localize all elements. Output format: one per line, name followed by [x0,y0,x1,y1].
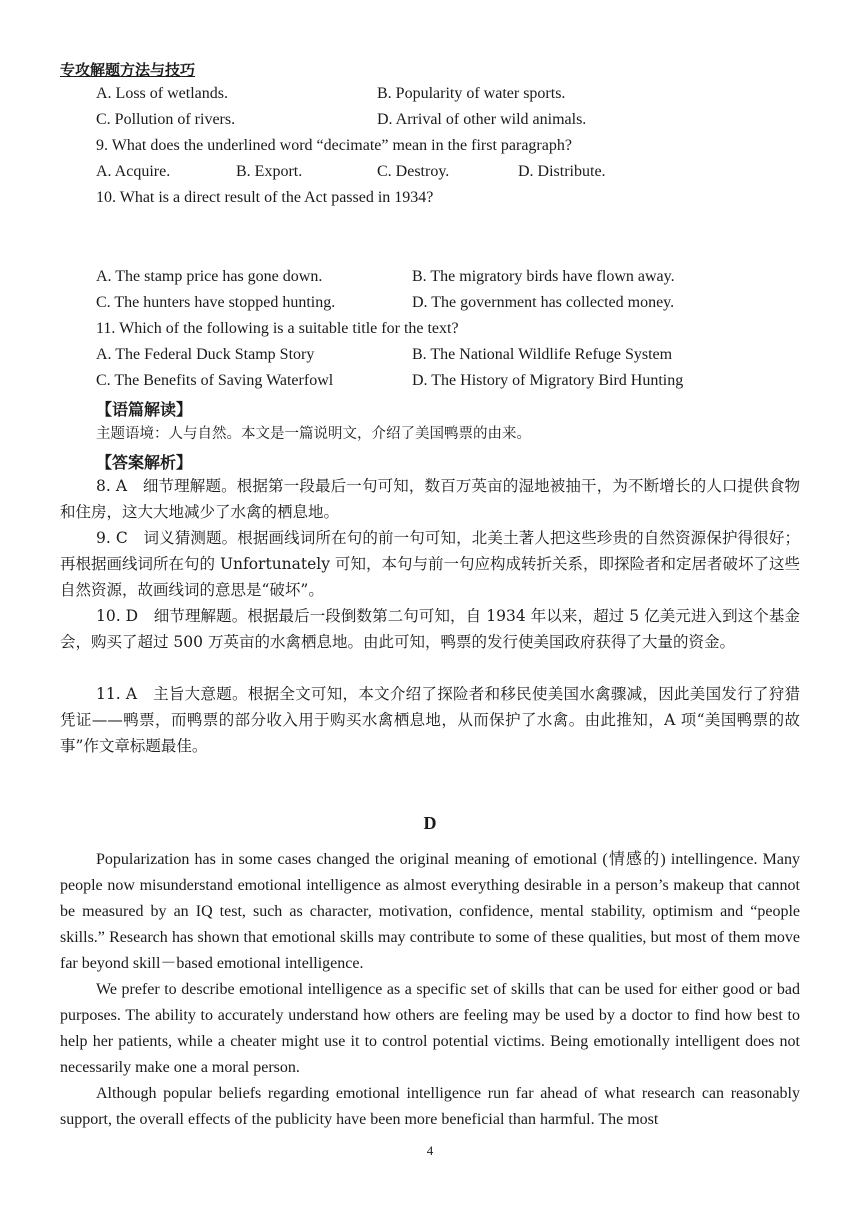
answer-11: 11. A 主旨大意题。根据全文可知，本文介绍了探险者和移民使美国水禽骤减，因此美国发行了狩猎凭证——鸭票，而鸭票的部分收入用于购买水禽栖息地，从而保护了水禽。由此推知，A 项“美国鸭票的故事”作文章标题最佳。 [60,685,800,755]
q10-stem: 10. What is a direct result of the Act passed in 1934? [96,189,434,206]
q10-option-a: A. The stamp price has gone down. [96,268,323,285]
q11-option-b: B. The National Wildlife Refuge System [412,346,673,363]
page-number: 4 [426,1143,434,1158]
passage-paragraph-1: Popularization has in some cases changed the original meaning of emotional (情感的) intellingence. Many people now misunderstand emotional intelligence as almost everything desirable in a person’s makeup that cannot be measured by an IQ test, such as character, motivation, confidence, mental stability, optimism and “people skills.” Research has shown that emotional skills may contribute to some of these qualities, but most of them move far beyond skill－based emotional intelligence. [60,851,800,972]
q9-option-b: B. Export. [236,163,303,180]
q8-option-b: B. Popularity of water sports. [377,85,566,102]
answer-8: 8. A 细节理解题。根据第一段最后一句可知，数百万英亩的湿地被抽干，为不断增长的人口提供食物和住房，这大大地减少了水禽的栖息地。 [60,477,800,521]
q9-stem: 9. What does the underlined word “decimate” mean in the first paragraph? [96,137,572,154]
q10-option-b: B. The migratory birds have flown away. [412,268,675,285]
q10-option-c: C. The hunters have stopped hunting. [96,294,336,311]
q11-option-d: D. The History of Migratory Bird Hunting [412,372,684,389]
q11-stem: 11. Which of the following is a suitable title for the text? [96,320,459,337]
q8-option-c: C. Pollution of rivers. [96,111,236,128]
q9-option-d: D. Distribute. [518,163,606,180]
reading-text: 主题语境：人与自然。本文是一篇说明文，介绍了美国鸭票的由来。 [96,426,531,442]
page-header: 专攻解题方法与技巧 [60,61,196,79]
q11-option-c: C. The Benefits of Saving Waterfowl [96,372,334,389]
reading-heading: 【语篇解读】 [96,400,193,419]
q10-option-d: D. The government has collected money. [412,294,675,311]
q8-option-d: D. Arrival of other wild animals. [377,111,587,128]
passage-paragraph-2: We prefer to describe emotional intelligence as a specific set of skills that can be used for either good or bad purposes. The ability to accurately understand how others are feeling may be used by a doctor to find how best to help her patients, while a cheater might use it to control potential victims. Being emotionally intelligent does not necessarily make one a moral person. [60,981,800,1076]
passage-paragraph-3: Although popular beliefs regarding emotional intelligence run far ahead of what research can reasonably support, the overall effects of the publicity have been more beneficial than harmful. The most [60,1085,800,1128]
answer-heading: 【答案解析】 [96,453,193,472]
answer-9: 9. C 词义猜测题。根据画线词所在句的前一句可知，北美土著人把这些珍贵的自然资源保护得很好；再根据画线词所在句的 Unfortunately 可知，本句与前一句应构成转折关系，即探险者和定居者破坏了这些自然资源，故画线词的意思是“破坏”。 [60,529,800,599]
q8-option-a: A. Loss of wetlands. [96,85,228,102]
section-title: D [423,813,437,833]
q9-option-a: A. Acquire. [96,163,171,180]
q11-option-a: A. The Federal Duck Stamp Story [96,346,315,363]
answer-10: 10. D 细节理解题。根据最后一段倒数第二句可知，自 1934 年以来，超过 5 亿美元进入到这个基金会，购买了超过 500 万英亩的水禽栖息地。由此可知，鸭票的发行使美国政府获得了大量的资金。 [60,607,800,651]
q9-option-c: C. Destroy. [377,163,450,180]
